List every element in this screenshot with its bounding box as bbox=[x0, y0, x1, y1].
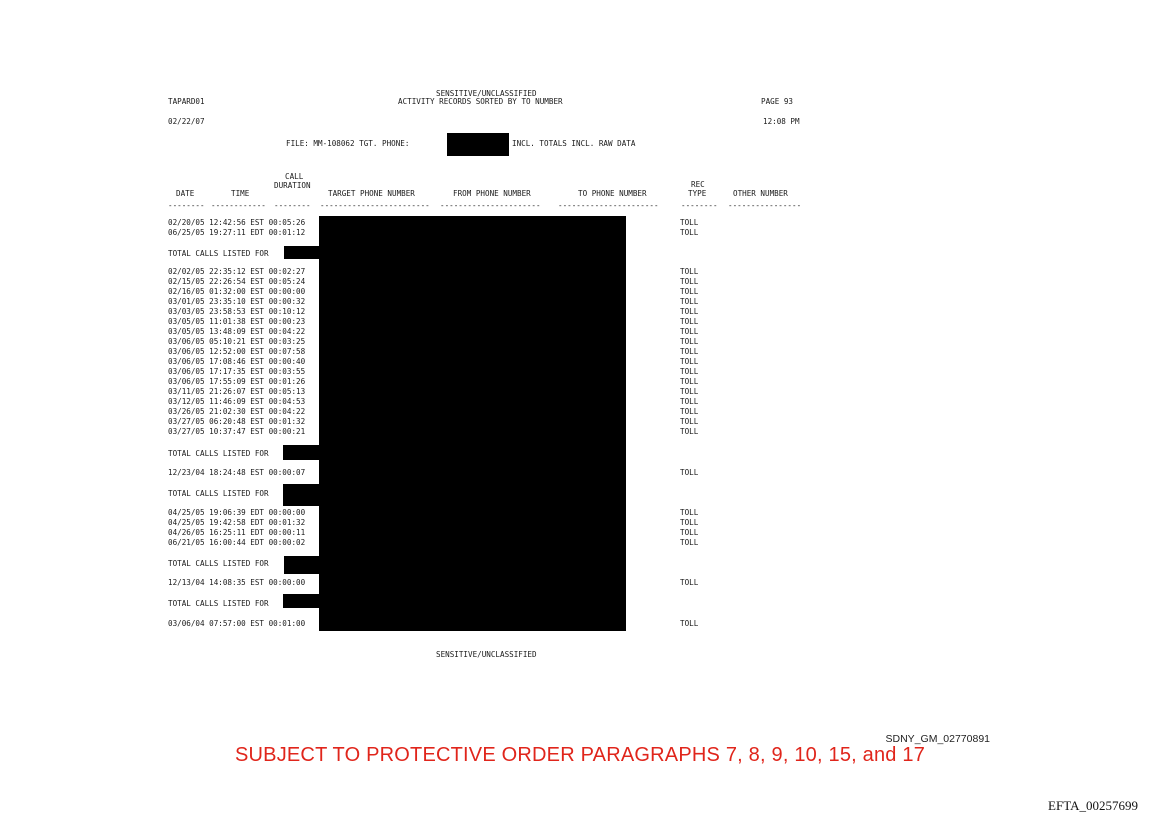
row-rec-type: TOLL bbox=[680, 387, 699, 396]
col-from-phone: FROM PHONE NUMBER bbox=[453, 189, 531, 198]
row-rec-type: TOLL bbox=[680, 337, 699, 346]
col-other-number: OTHER NUMBER bbox=[733, 189, 788, 198]
redaction-total-number bbox=[283, 484, 319, 506]
classification-bottom: SENSITIVE/UNCLASSIFIED bbox=[436, 650, 537, 659]
row-datetime: 03/05/05 11:01:38 EST 00:00:23 bbox=[168, 317, 306, 326]
row-rec-type: TOLL bbox=[680, 277, 699, 286]
file-line-suffix: INCL. TOTALS INCL. RAW DATA bbox=[512, 139, 636, 148]
row-datetime: 12/13/04 14:08:35 EST 00:00:00 bbox=[168, 578, 306, 587]
page-number: PAGE 93 bbox=[761, 97, 794, 106]
row-rec-type: TOLL bbox=[680, 468, 699, 477]
row-rec-type: TOLL bbox=[680, 347, 699, 356]
row-datetime: 03/12/05 11:46:09 EST 00:04:53 bbox=[168, 397, 306, 406]
row-datetime: 02/16/05 01:32:00 EST 00:00:00 bbox=[168, 287, 306, 296]
dash-to: ---------------------- bbox=[558, 201, 659, 210]
row-datetime: 03/27/05 06:20:48 EST 00:01:32 bbox=[168, 417, 306, 426]
protective-order-notice: SUBJECT TO PROTECTIVE ORDER PARAGRAPHS 7, 8, 9, 10, 15, and 17 bbox=[234, 744, 926, 766]
total-calls-label: TOTAL CALLS LISTED FOR bbox=[168, 599, 269, 608]
redaction-total-number bbox=[283, 594, 319, 608]
row-datetime: 03/06/05 05:10:21 EST 00:03:25 bbox=[168, 337, 306, 346]
col-to-phone: TO PHONE NUMBER bbox=[578, 189, 647, 198]
row-rec-type: TOLL bbox=[680, 407, 699, 416]
row-rec-type: TOLL bbox=[680, 377, 699, 386]
row-datetime: 02/02/05 22:35:12 EST 00:02:27 bbox=[168, 267, 306, 276]
report-date: 02/22/07 bbox=[168, 117, 205, 126]
col-rec-label: REC bbox=[691, 180, 705, 189]
row-datetime: 03/27/05 10:37:47 EST 00:00:21 bbox=[168, 427, 306, 436]
row-rec-type: TOLL bbox=[680, 287, 699, 296]
bates-number: SDNY_GM_02770891 bbox=[885, 733, 990, 745]
col-call-label: CALL bbox=[285, 172, 304, 181]
row-datetime: 03/03/05 23:58:53 EST 00:10:12 bbox=[168, 307, 306, 316]
file-line-prefix: FILE: MM-108062 TGT. PHONE: bbox=[286, 139, 410, 148]
row-datetime: 04/25/05 19:06:39 EDT 00:00:00 bbox=[168, 508, 306, 517]
row-rec-type: TOLL bbox=[680, 538, 699, 547]
row-datetime: 03/26/05 21:02:30 EST 00:04:22 bbox=[168, 407, 306, 416]
dash-call: -------- bbox=[274, 201, 311, 210]
report-id: TAPARD01 bbox=[168, 97, 205, 106]
classification-top: SENSITIVE/UNCLASSIFIED bbox=[436, 89, 537, 98]
row-datetime: 12/23/04 18:24:48 EST 00:00:07 bbox=[168, 468, 306, 477]
row-datetime: 03/11/05 21:26:07 EST 00:05:13 bbox=[168, 387, 306, 396]
row-rec-type: TOLL bbox=[680, 267, 699, 276]
row-datetime: 04/25/05 19:42:58 EDT 00:01:32 bbox=[168, 518, 306, 527]
row-rec-type: TOLL bbox=[680, 518, 699, 527]
redaction-total-number bbox=[283, 445, 319, 460]
row-datetime: 03/06/05 17:08:46 EST 00:00:40 bbox=[168, 357, 306, 366]
row-datetime: 03/06/05 17:17:35 EST 00:03:55 bbox=[168, 367, 306, 376]
row-datetime: 03/06/05 17:55:09 EST 00:01:26 bbox=[168, 377, 306, 386]
redaction-total-number bbox=[284, 246, 319, 259]
row-rec-type: TOLL bbox=[680, 578, 699, 587]
dash-target: ------------------------ bbox=[320, 201, 430, 210]
row-datetime: 04/26/05 16:25:11 EDT 00:00:11 bbox=[168, 528, 306, 537]
total-calls-label: TOTAL CALLS LISTED FOR bbox=[168, 249, 269, 258]
row-rec-type: TOLL bbox=[680, 218, 699, 227]
row-datetime: 06/25/05 19:27:11 EDT 00:01:12 bbox=[168, 228, 306, 237]
row-datetime: 02/15/05 22:26:54 EST 00:05:24 bbox=[168, 277, 306, 286]
col-time: TIME bbox=[231, 189, 250, 198]
row-rec-type: TOLL bbox=[680, 228, 699, 237]
total-calls-label: TOTAL CALLS LISTED FOR bbox=[168, 489, 269, 498]
dash-rec: -------- bbox=[681, 201, 718, 210]
report-time: 12:08 PM bbox=[763, 117, 800, 126]
col-rec-type: TYPE bbox=[688, 189, 707, 198]
row-datetime: 03/06/05 12:52:00 EST 00:07:58 bbox=[168, 347, 306, 356]
efta-number: EFTA_00257699 bbox=[1048, 798, 1138, 813]
row-rec-type: TOLL bbox=[680, 327, 699, 336]
redaction-total-number bbox=[284, 556, 319, 574]
row-rec-type: TOLL bbox=[680, 619, 699, 628]
report-title: ACTIVITY RECORDS SORTED BY TO NUMBER bbox=[398, 97, 563, 106]
total-calls-label: TOTAL CALLS LISTED FOR bbox=[168, 449, 269, 458]
row-rec-type: TOLL bbox=[680, 528, 699, 537]
dash-from: ---------------------- bbox=[440, 201, 541, 210]
row-datetime: 02/20/05 12:42:56 EST 00:05:26 bbox=[168, 218, 306, 227]
row-rec-type: TOLL bbox=[680, 417, 699, 426]
row-datetime: 03/05/05 13:48:09 EST 00:04:22 bbox=[168, 327, 306, 336]
dash-date: -------- bbox=[168, 201, 205, 210]
row-rec-type: TOLL bbox=[680, 367, 699, 376]
dash-time: ------------ bbox=[211, 201, 266, 210]
dash-other: ---------------- bbox=[728, 201, 802, 210]
row-rec-type: TOLL bbox=[680, 307, 699, 316]
row-rec-type: TOLL bbox=[680, 317, 699, 326]
row-rec-type: TOLL bbox=[680, 297, 699, 306]
col-date: DATE bbox=[176, 189, 195, 198]
row-rec-type: TOLL bbox=[680, 357, 699, 366]
col-duration-label: DURATION bbox=[274, 181, 311, 190]
row-datetime: 03/01/05 23:35:10 EST 00:00:32 bbox=[168, 297, 306, 306]
redaction-target-phone bbox=[447, 133, 509, 156]
redaction-phone-columns bbox=[319, 216, 626, 631]
row-rec-type: TOLL bbox=[680, 508, 699, 517]
total-calls-label: TOTAL CALLS LISTED FOR bbox=[168, 559, 269, 568]
row-rec-type: TOLL bbox=[680, 427, 699, 436]
row-datetime: 06/21/05 16:00:44 EDT 00:00:02 bbox=[168, 538, 306, 547]
row-rec-type: TOLL bbox=[680, 397, 699, 406]
col-target-phone: TARGET PHONE NUMBER bbox=[328, 189, 415, 198]
row-datetime: 03/06/04 07:57:00 EST 00:01:00 bbox=[168, 619, 306, 628]
